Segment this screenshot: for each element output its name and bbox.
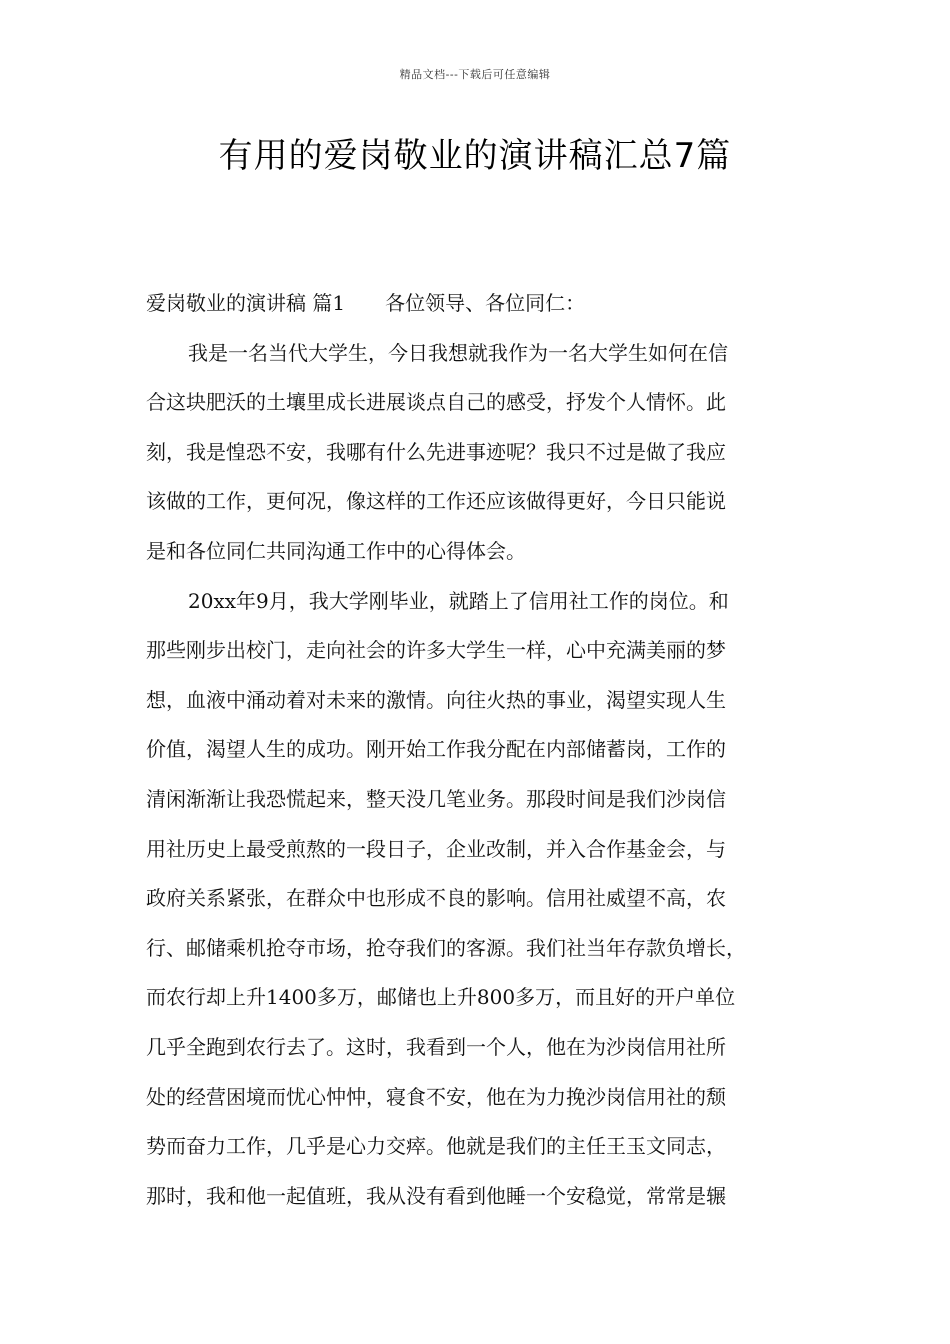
paragraph-line: 用社历史上最受煎熬的一段日子，企业改制，并入合作基金会，与 [146, 836, 726, 861]
paragraph-line: 势而奋力工作，几乎是心力交瘁。他就是我们的主任王玉文同志， [146, 1134, 726, 1159]
document-body [146, 279, 826, 1221]
paragraph-line: 政府关系紧张，在群众中也形成不良的影响。信用社威望不高，农 [146, 886, 726, 911]
paragraph-line: 处的经营困境而忧心忡忡，寝食不安，他在为力挽沙岗信用社的颓 [146, 1084, 726, 1109]
salutation: 各位领导、各位同仁： [385, 291, 586, 315]
paragraph-line: 想，血液中涌动着对未来的激情。向往火热的事业，渴望实现人生 [146, 687, 726, 712]
page-header-note: 精品文档---下载后可任意编辑 [399, 68, 551, 81]
section-heading-line [146, 279, 826, 329]
paragraph-line: 价值，渴望人生的成功。刚开始工作我分配在内部储蓄岗，工作的 [146, 737, 726, 762]
paragraph-line: 那些刚步出校门，走向社会的许多大学生一样，心中充满美丽的梦 [146, 638, 726, 663]
section-heading: 爱岗敬业的演讲稿 篇1 [146, 291, 346, 315]
paragraph-line: 20xx年9月，我大学刚毕业，就踏上了信用社工作的岗位。和 [188, 588, 729, 613]
paragraph-line: 合这块肥沃的土壤里成长进展谈点自己的感受，抒发个人情怀。此 [146, 390, 726, 415]
paragraph-line: 清闲渐渐让我恐慌起来，整天没几笔业务。那段时间是我们沙岗信 [146, 786, 726, 811]
paragraph-line: 而农行却上升1400多万，邮储也上升800多万，而且好的开户单位 [146, 985, 736, 1010]
paragraph-line: 刻，我是惶恐不安，我哪有什么先进事迹呢？我只不过是做了我应 [146, 439, 726, 464]
paragraph-line: 几乎全跑到农行去了。这时，我看到一个人，他在为沙岗信用社所 [146, 1034, 726, 1059]
paragraph-line: 是和各位同仁共同沟通工作中的心得体会。 [146, 538, 526, 563]
paragraph-line: 行、邮储乘机抢夺市场，抢夺我们的客源。我们社当年存款负增长， [146, 935, 746, 960]
document-title: 有用的爱岗敬业的演讲稿汇总7篇 [218, 136, 732, 176]
paragraph-line: 我是一名当代大学生，今日我想就我作为一名大学生如何在信 [188, 340, 728, 365]
paragraph-line: 那时，我和他一起值班，我从没有看到他睡一个安稳觉，常常是辗 [146, 1183, 726, 1208]
paragraph-line: 该做的工作，更何况，像这样的工作还应该做得更好，今日只能说 [146, 489, 726, 514]
